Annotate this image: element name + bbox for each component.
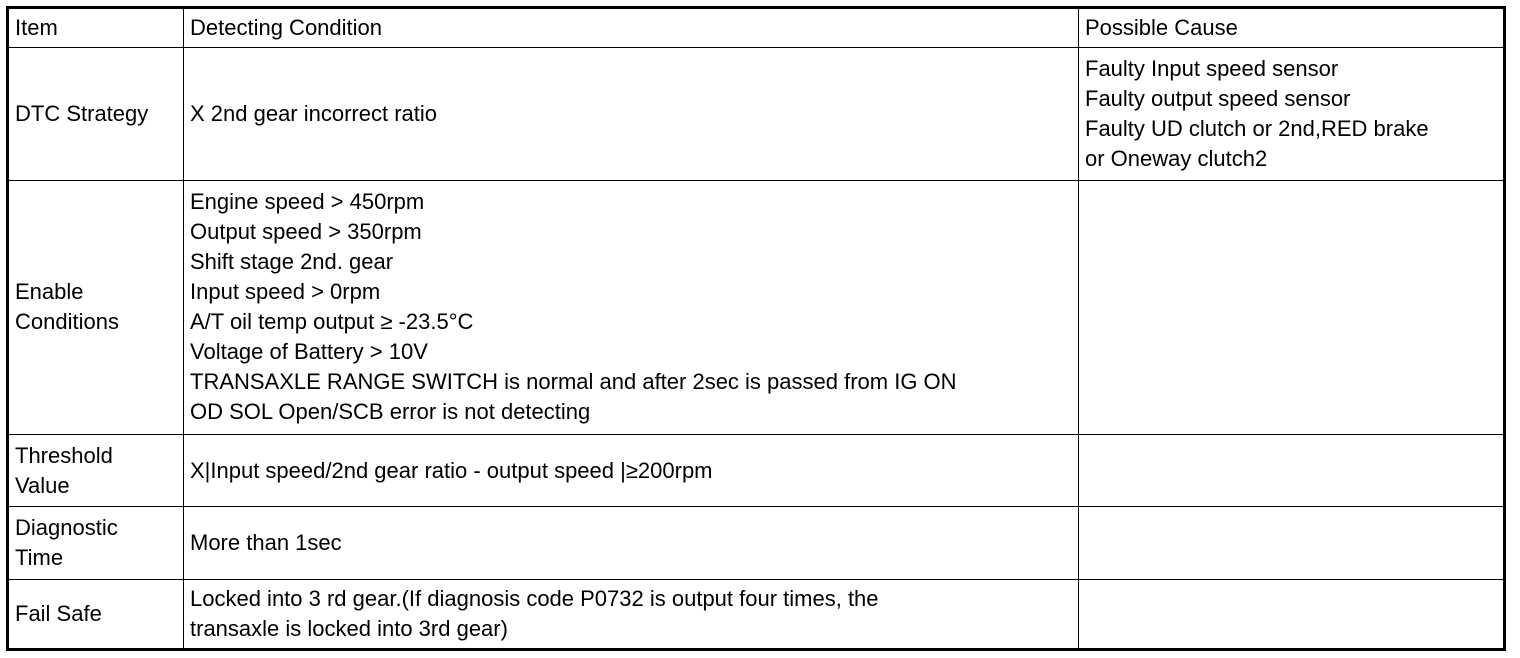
item-label: Enable [15,279,84,305]
cause-line: Faulty Input speed sensor [1085,55,1339,81]
condition-cell [184,507,1079,579]
condition-cell [184,48,1079,181]
cause-cell [1079,434,1505,506]
condition-line: Input speed > 0rpm [190,279,381,305]
cause-line: Faulty UD clutch or 2nd,RED brake [1085,115,1429,141]
condition-line: X|Input speed/2nd gear ratio - output speed |≥200rpm [190,457,713,483]
header-detecting-condition: Detecting Condition [184,8,1079,48]
item-label: Fail Safe [15,600,102,626]
dtc-spec-table [6,6,1506,651]
condition-line: transaxle is locked into 3rd gear) [190,615,508,641]
table-row-enable-conditions [8,180,1505,434]
item-cell [8,48,184,181]
condition-line: X 2nd gear incorrect ratio [190,100,438,126]
condition-line: TRANSAXLE RANGE SWITCH is normal and after 2sec is passed from IG ON [190,369,957,395]
header-row [8,8,1505,48]
item-cell [8,507,184,579]
item-label: Threshold [15,442,113,468]
header-possible-cause: Possible Cause [1079,8,1505,48]
item-cell [8,180,184,434]
condition-cell [184,434,1079,506]
cause-cell [1079,579,1505,649]
table-row-diagnostic-time [8,507,1505,579]
item-label: Time [15,544,64,570]
header-item: Item [8,8,184,48]
item-label: Conditions [15,309,119,335]
cause-cell [1079,507,1505,579]
condition-cell [184,180,1079,434]
item-cell [8,434,184,506]
cause-line: Faulty output speed sensor [1085,85,1351,111]
cause-cell [1079,180,1505,434]
item-label: Value [15,472,70,498]
table-row-threshold-value [8,434,1505,506]
condition-line: Engine speed > 450rpm [190,189,425,215]
table-row-fail-safe [8,579,1505,649]
condition-line: OD SOL Open/SCB error is not detecting [190,399,591,425]
table-row-dtc-strategy [8,48,1505,181]
item-label: DTC Strategy [15,100,149,126]
condition-line: Output speed > 350rpm [190,219,422,245]
cause-cell [1079,48,1505,181]
condition-line: Shift stage 2nd. gear [190,249,394,275]
condition-line: A/T oil temp output ≥ -23.5°C [190,309,474,335]
condition-line: Voltage of Battery > 10V [190,339,428,365]
condition-line: More than 1sec [190,529,342,555]
item-cell [8,579,184,649]
condition-cell [184,579,1079,649]
cause-line: or Oneway clutch2 [1085,145,1268,171]
condition-line: Locked into 3 rd gear.(If diagnosis code P0732 is output four times, the [190,585,879,611]
item-label: Diagnostic [15,514,118,540]
